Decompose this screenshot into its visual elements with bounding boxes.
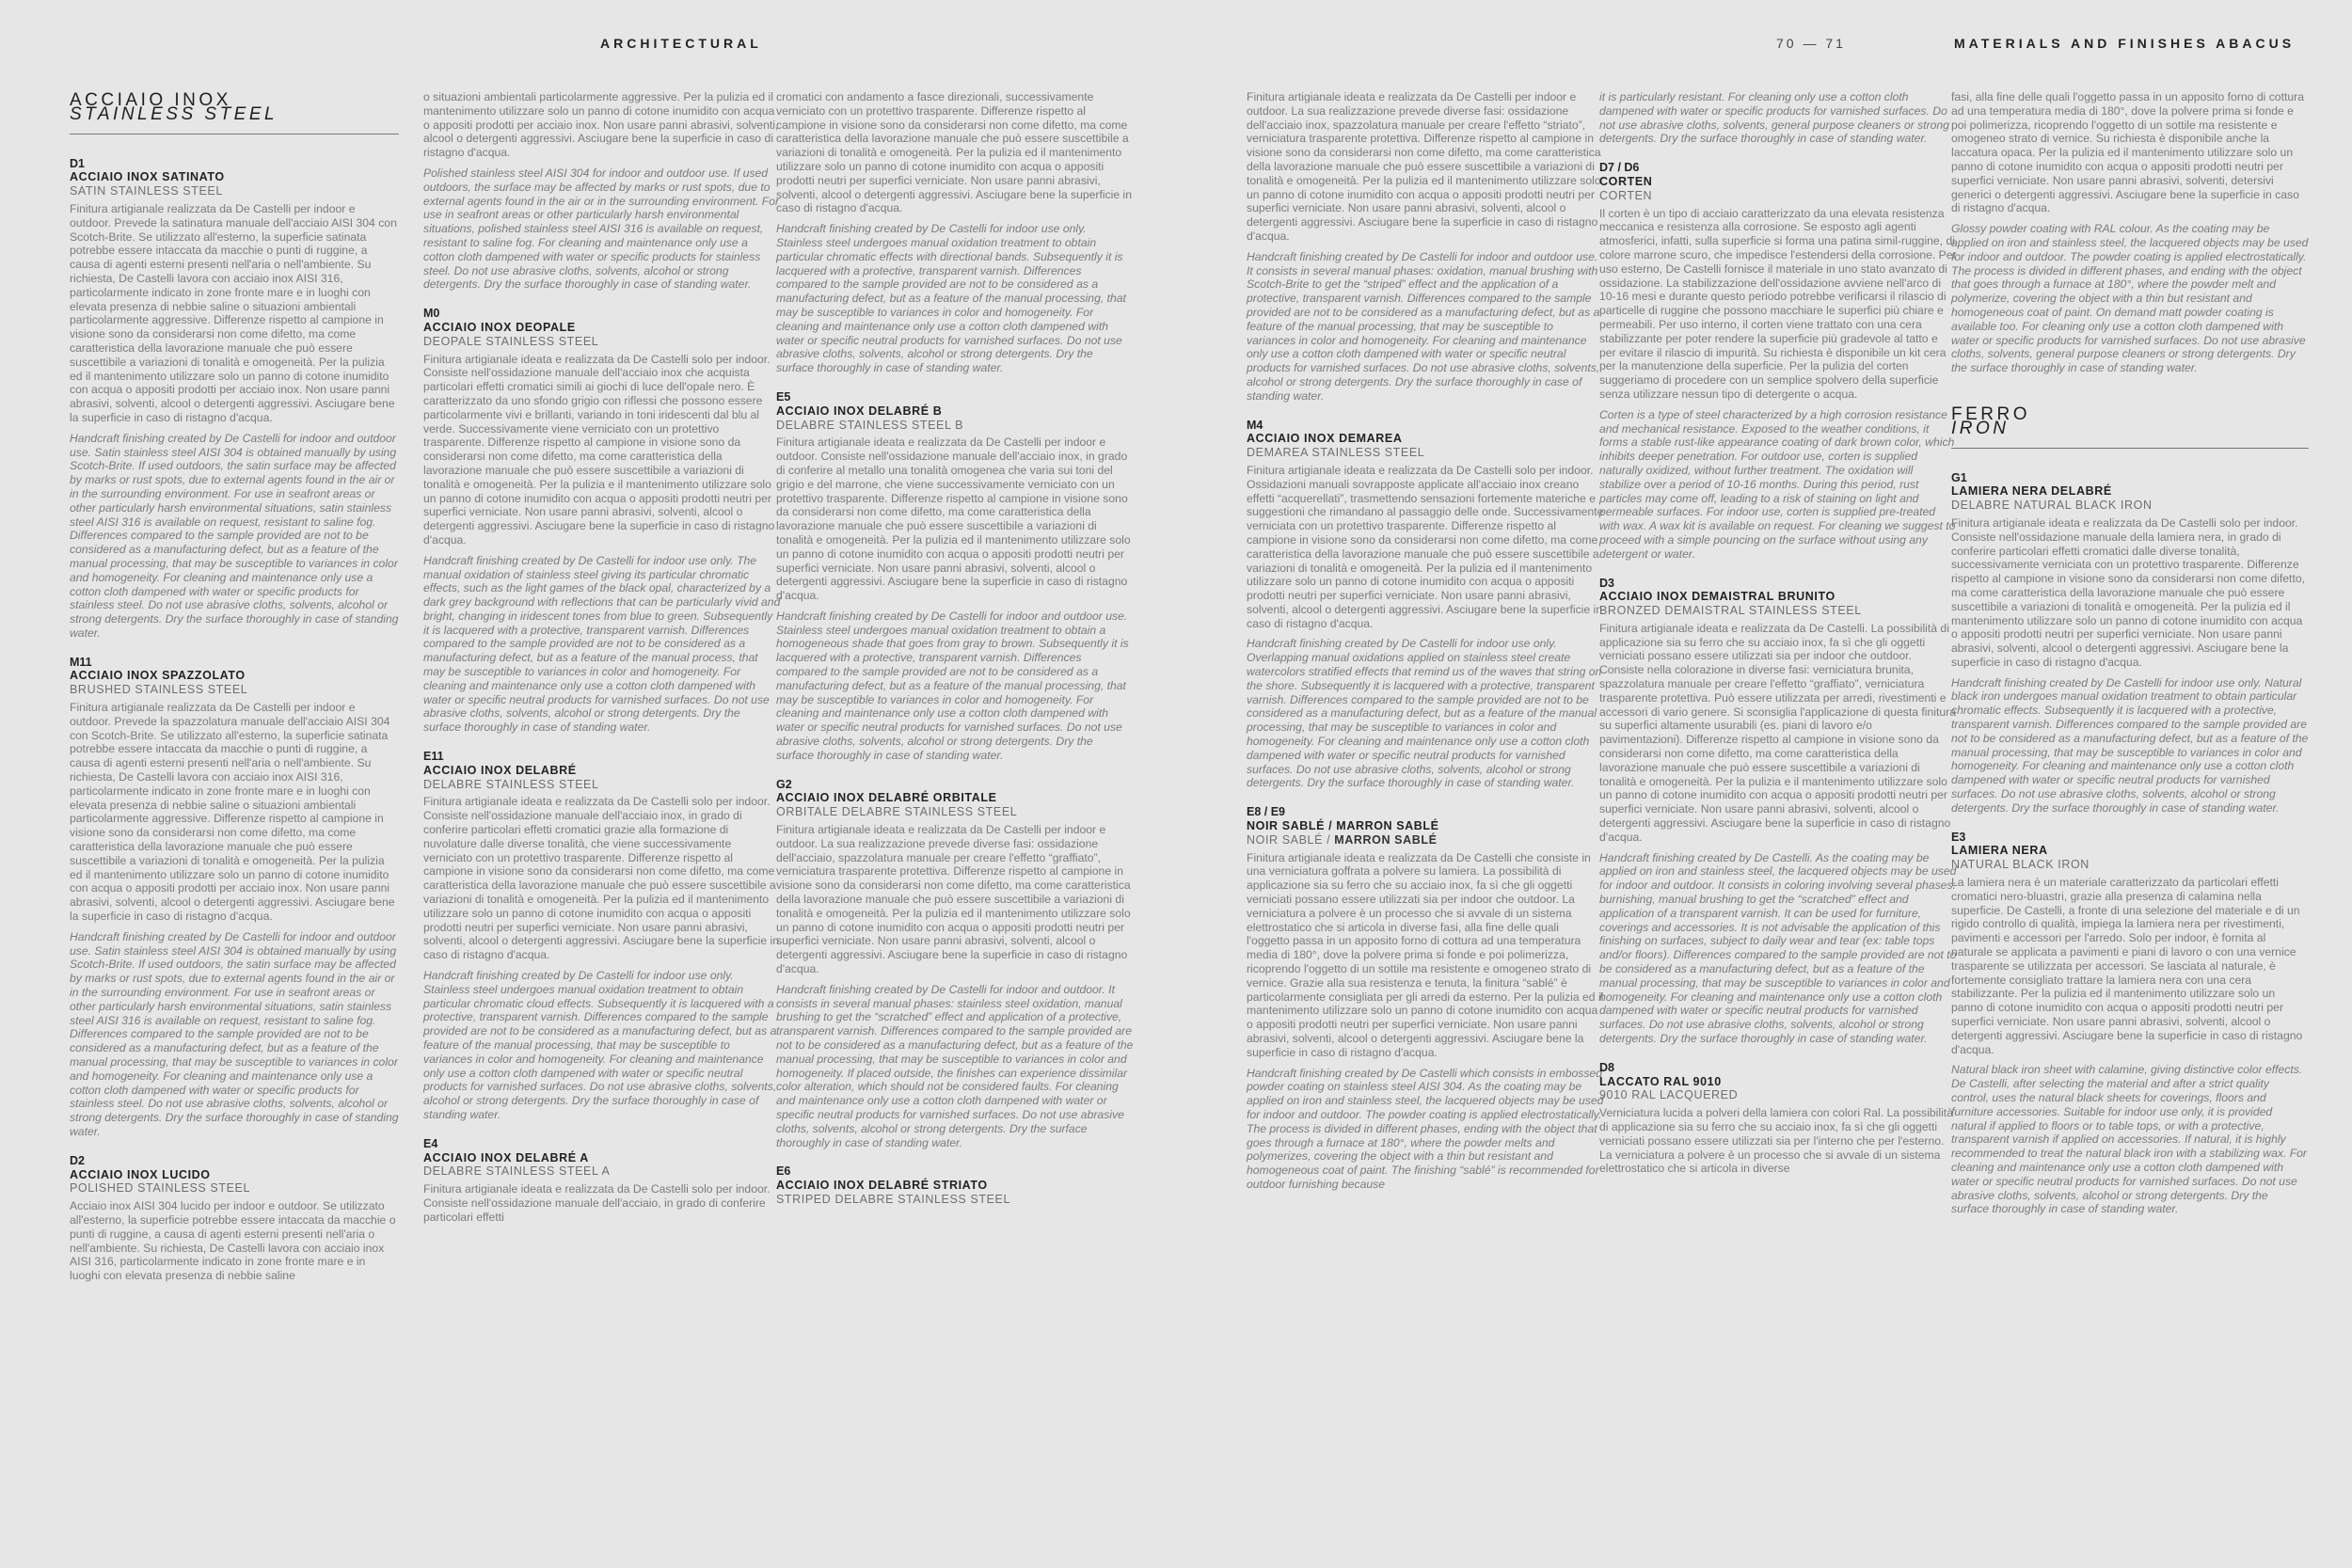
finish-code: G2 [776,777,792,791]
finish-title: CORTEN [1599,174,1653,188]
finish-code: M11 [70,655,92,669]
continued-desc-it: o situazioni ambientali particolarmente aggressive. Per la pulizia ed il mantenimento utilizzare solo un panno di cotone inumidito con acqua o appositi prodotti per acciaio inox. Non usare panni abrasivi, solventi, alcool o detergenti aggressivi. Asciugare bene la superficie in caso di ristagno d'acqua. [423,90,779,160]
section-rule [1951,448,2309,449]
page-number: 70 — 71 [1776,36,1846,51]
finish-desc-en: Handcraft finishing created by De Castelli for indoor use only. The manual oxidation of stainless steel giving its particular chromatic effects, such as the light games of the black opal, characterized by a dark grey background with reflections that can be particularly vivid and bright, changing in iridescent tones from blue to green. Subsequently it is lacquered with a protective, transparent varnish. Differences compared to the sample provided are not to be considered as a manufacturing defect, but as a feature of the manual process, that may be susceptible to variances in color and homogeneity. For cleaning and maintenance only use a cotton cloth dampened with water or specific neutral products for varnished surfaces. Do not use abrasive cloths, solvents, alcohol or strong detergents. Dry the surface thoroughly in case of standing water. [423,553,781,735]
continued-desc-en: it is particularly resistant. For cleaning only use a cotton cloth dampened with water or specific products for varnished surfaces. Do not use abrasive cloths, solvents, general purpose cleaners or strong detergents. Dry the surface thoroughly in case of standing water. [1599,90,1949,146]
finish-subtitle: DELABRE STAINLESS STEEL B [776,418,964,432]
finish-desc-it: Finitura artigianale ideata e realizzata da De Castelli per indoor e outdoor. Consiste nell'ossidazione manuale dell'acciaio inox, in grado di conferire al metallo una tonalità omogenea che varia sui toni del grigio e del marrone, che viene successivamente verniciato con un protettivo trasparente. Differenze rispetto al campione in visione sono da considerarsi non come difetto, ma come caratteristica della lavorazione manuale che può essere suscettibile a variazioni di tonalità e omogeneità. Per la pulizia ed il mantenimento utilizzare solo un panno di cotone inumidito con acqua o appositi prodotti neutri per superfici verniciate. Non usare panni abrasivi, solventi, alcool o detergenti aggressivi. Asciugare bene la superficie in caso di ristagno d'acqua. [776,436,1131,603]
finish-desc-en: Handcraft finishing created by De Castelli for indoor and outdoor use. Satin stainless steel AISI 304 is obtained manually by using Scotch-Brite. If used outdoors, the satin surface may be affected by marks or rust spots, due to external agents found in the air or in the surrounding environment. For use in seafront areas or other particularly harsh environmental situations, satin stainless steel AISI 316 is available on request, resistant to saline fog. Differences compared to the sample provided are not to be considered as a manufacturing defect, but as a feature of the manual processing, that may be susceptible to variances in color and homogeneity. For cleaning and maintenance only use a cotton cloth dampened with water or specific products for stainless steel. Do not use abrasive cloths, solvents, alcohol or strong detergents. Dry the surface thoroughly in case of standing water. [70,431,399,640]
finish-desc-it: Finitura artigianale ideata e realizzata da De Castelli solo per indoor. Consiste nell'ossidazione manuale dell'acciaio, in grado di conferire particolari effetti [423,1182,771,1224]
finish-subtitle: BRONZED DEMAISTRAL STAINLESS STEEL [1599,604,1862,618]
finish-desc-en: Handcraft finishing created by De Castelli for indoor use only. Stainless steel undergoes manual oxidation treatment to obtain particular chromatic cloud effects. Subsequently it is lacquered with a protective, transparent varnish. Differences compared to the sample provided are not to be considered as a manufacturing defect, but as a feature of the manual processing, that may be susceptible to variances in color and homogeneity. For cleaning and maintenance only use a cotton cloth dampened with water or specific neutral products for varnished surfaces. Do not use abrasive cloths, solvents, alcohol or strong detergents. Dry the surface thoroughly in case of standing water. [423,969,777,1121]
finish-code: E4 [423,1136,438,1150]
running-header-left: ARCHITECTURAL [600,36,762,51]
finish-code: D2 [70,1153,85,1167]
running-header-right: MATERIALS AND FINISHES ABACUS [1954,36,2296,51]
finish-code: E3 [1951,830,1966,844]
continued-desc-en: Polished stainless steel AISI 304 for indoor and outdoor use. If used outdoors, the surface may be affected by marks or rust spots, due to external agents found in the air or in the surrounding environment. For use in seafront areas or other particularly harsh environmental situations, polished stainless steel AISI 316 is available on request, resistant to saline fog. For cleaning and maintenance only use a cotton cloth dampened with water or specific products for stainless steel. Do not use abrasive cloths, solvents, alcohol or strong detergents. Dry the surface thoroughly in case of standing water. [423,166,780,292]
finish-subtitle: DEMAREA STAINLESS STEEL [1247,446,1425,460]
continued-desc-it: cromatici con andamento a fasce direzionali, successivamente verniciato con un protettivo trasparente. Differenze rispetto al campione in visione sono da considerarsi non come difetto, ma come caratteristica della lavorazione manuale che può essere suscettibile a variazioni di tonalità e omogeneità. Per la pulizia ed il mantenimento utilizzare solo un panno di cotone inumidito con acqua o appositi prodotti neutri per superfici verniciate. Non usare panni abrasivi, solventi, alcool o detergenti aggressivi. Asciugare bene la superficie in caso di ristagno d'acqua. [776,90,1133,215]
finish-desc-en: Handcraft finishing created by De Castelli for indoor and outdoor. It consists in several manual phases: stainless steel oxidation, manual brushing to get the “scratched” effect and application of a protective, transparent varnish. Differences compared to the sample provided are not to be considered as a manufacturing defect, but as a feature of the manual processing, that may be susceptible to variances in color and homogeneity. If placed outside, the finishes can experience dissimilar color alteration, which should not be considered faults. For cleaning and maintenance only use a cotton cloth dampened with water or specific neutral products for varnished surfaces. Do not use abrasive cloths, solvents, alcohol or strong detergents. Dry the surface thoroughly in case of standing water. [776,982,1134,1149]
finish-desc-en: Handcraft finishing created by De Castelli for indoor and outdoor use. Stainless steel undergoes manual oxidation treatment to obtain a homogeneous shade that goes from gray to brown. Subsequently it is lacquered with a protective, transparent varnish. Differences compared to the sample provided are not to be considered as a manufacturing defect, but as a feature of the manual processing, that may be susceptible to variances in color and homogeneity. For cleaning and maintenance only use a cotton cloth dampened with water or specific neutral products for varnished surfaces. Do not use abrasive cloths, solvents, alcohol or strong detergents. Dry the surface thoroughly in case of standing water. [776,609,1129,762]
finish-code: E8 / E9 [1247,805,1285,819]
continued-desc-en: Glossy powder coating with RAL colour. As the coating may be applied on iron and stainless steel, the lacquered objects may be used for indoor and outdoor. The powder coating is applied electrostatically. The process is divided in different phases, and ending with the object that goes through a furnace at 180°, where the powder melt and polymerize, covering the object with a thin but resistant and homogeneous coat of paint. On demand matt powder coating is available too. For cleaning only use a cotton cloth dampened with water or specific products for varnished surfaces. Do not use abrasive cloths, solvents, general purpose cleaners or strong detergents. Dry the surface thoroughly in case of standing water. [1951,222,2309,375]
finish-title: ACCIAIO INOX LUCIDO [70,1167,211,1181]
finish-desc-it: Finitura artigianale ideata e realizzata da De Castelli. La possibilità di applicazione sia su ferro che su acciaio inox, fa sì che gli oggetti verniciati possano essere utilizzati sia per indoor che outdoor. Consiste nella colorazione in diverse fasi: verniciatura brunita, spazzolatura manuale per creare l'effetto “graffiato”, verniciatura trasparente protettiva. Può essere utilizzata per arredi, rivestimenti e accessori di vario genere. Si sconsiglia l'applicazione di questa finitura su superfici altamente usurabili (es. piani di lavoro e/o pavimentazioni). Differenze rispetto al campione in visione sono da considerarsi non come difetto, ma come caratteristica della lavorazione manuale che può essere suscettibile a variazioni di tonalità e omogeneità. Per la pulizia e il mantenimento utilizzare solo un panno di cotone inumidito con acqua o appositi prodotti neutri per superfici verniciate. Non usare panni abrasivi, solventi, alcool o detergenti aggressivi. Asciugare bene la superficie in caso di ristagno d'acqua. [1599,621,1956,844]
finish-desc-en: Corten is a type of steel characterized by a high corrosion resistance and mechanical resistance. Exposed to the weather conditions, it forms a stable rust-like appearance coating of dark brown color, which inhibits deeper penetration. For outdoor use, corten is supplied naturally oxidized, without further treatment. The oxidation will stabilize over a period of 10-16 months. During this period, rust particles may come off, leading to a risk of staining on light and permeable surfaces. For indoor use, corten is supplied pre-treated with wax. A wax kit is available on request. For cleaning we suggest to proceed with a simple pouncing on the surface without using any detergent or water. [1599,407,1956,561]
column-1 [70,90,399,1290]
continued-desc-it: Finitura artigianale ideata e realizzata da De Castelli per indoor e outdoor. La sua realizzazione prevede diverse fasi: ossidazione dell'acciaio inox, spazzolatura manuale per creare l'effetto “striato”, verniciatura trasparente protettiva. Differenze rispetto al campione in visione sono da considerarsi non come difetto, ma come caratteristica della lavorazione manuale che può essere suscettibile a variazioni di tonalità e omogeneità. Per la pulizia ed il mantenimento utilizzare solo un panno di cotone inumidito con acqua o appositi prodotti neutri per superfici verniciate. Non usare panni abrasivi, solventi, alcool o detergenti aggressivi. Asciugare bene la superficie in caso di ristagno d'acqua. [1247,90,1601,243]
finish-desc-it: Verniciatura lucida a polveri della lamiera con colori Ral. La possibilità di applicazione sia su ferro che su acciaio inox, fa sì che gli oggetti verniciati possano essere utilizzati sia per l'interno che per l'esterno. La verniciatura a polvere è un processo che si avvale di un sistema elettrostatico che si articola in diverse [1599,1106,1953,1176]
finish-title: ACCIAIO INOX DELABRÉ B [776,404,943,418]
section-subtitle-iron: IRON [1951,418,2010,438]
finish-subtitle: NATURAL BLACK IRON [1951,858,2090,872]
finish-desc-en: Handcraft finishing created by De Castelli for indoor use only. Overlapping manual oxidations applied on stainless steel create watercolors stratified effects that remind us of the waves that string on the shore. Subsequently it is lacquered with a protective, transparent varnish. Differences compared to the sample provided are not to be considered as a manufacturing defect, but as a feature of the manual processing, that may be susceptible to variances in color and homogeneity. For cleaning and maintenance only use a cotton cloth dampened with water or specific neutral products for varnished surfaces. Do not use abrasive cloths, solvents, alcohol or strong detergents. Dry the surface thoroughly in case of standing water. [1247,637,1602,790]
finish-desc-it: Il corten è un tipo di acciaio caratterizzato da una elevata resistenza meccanica e resistenza alla corrosione. Se esposto agli agenti atmosferici, infatti, sulla superficie si forma una patina simil-ruggine, di colore marrone scuro, che impedisce l'estendersi della corrosione. Per uso esterno, De Castelli fornisce il materiale in uno stato avanzato di ossidazione. La stabilizzazione dell'ossidazione avviene nell'arco di 10-16 mesi e durante questo periodo potrebbe verificarsi il rilascio di particelle di ruggine che possono macchiare le superfici più chiare e permeabili. Per uso interno, il corten viene trattato con una cera stabilizzante per poter rendere la superficie più gradevole al tatto e per evitare il rilascio di impurità. Su richiesta è disponibile un kit cera per la manutenzione della superficie. Per la pulizia del corten suggeriamo di procedere con un semplice spolvero della superficie senza utilizzare nessun tipo di detergente o acqua. [1599,206,1957,401]
finish-title: ACCIAIO INOX DELABRÉ A [423,1150,589,1164]
finish-desc-it: La lamiera nera è un materiale caratterizzato da particolari effetti cromatici nero-bluastri, grazie alla presenza di calamina nella superficie. De Castelli, a fronte di una selezione del materiale e di un rigido controllo di qualità, impiega la lamiera nera per rivestimenti, pavimenti e accessori per l'arredo. Solo per indoor, è fornita al naturale se applicata a pavimenti e piani di lavoro o con una vernice trasparente se utilizzata per accessori. Se lasciata al naturale, è fortemente consigliato trattare la lamiera nera con una cera stabilizzante. Per la pulizia ed il mantenimento utilizzare solo un panno di cotone inumidito con acqua o appositi prodotti neutri per superfici verniciate. Non usare panni abrasivi, solventi, alcool o detergenti aggressivi. Asciugare bene la superficie in caso di ristagno d'acqua. [1951,876,2303,1056]
column-6 [1951,90,2309,1223]
finish-subtitle: DELABRE STAINLESS STEEL [423,777,599,791]
finish-subtitle: 9010 RAL LACQUERED [1599,1088,1739,1102]
finish-subtitle: BRUSHED STAINLESS STEEL [70,683,248,697]
finish-title: NOIR SABLÉ / MARRON SABLÉ [1247,819,1439,833]
finish-code: M4 [1247,418,1263,432]
finish-desc-it: Finitura artigianale ideata e realizzata da De Castelli solo per indoor. Consiste nell'ossidazione manuale dell'acciaio inox che acquista particolari effetti cromatici simili ai giochi di luce dell'opale nero. È caratterizzato da uno sfondo grigio con riflessi che possono essere particolarmente vivi e brillanti, variando in toni iridescenti dal blu al verde. Successivamente viene verniciato con un protettivo trasparente. Differenze rispetto al campione in visione sono da considerarsi non come difetto, ma come caratteristica della lavorazione manuale che può essere suscettibile a variazioni di tonalità e omogeneità. Per la pulizia e il mantenimento utilizzare solo un panno di cotone inumidito con acqua o appositi prodotti neutri per superfici verniciate. Non usare panni abrasivi, solventi, alcool o detergenti aggressivi. Asciugare bene la superficie in caso di ristagno d'acqua. [423,352,775,546]
finish-subtitle: CORTEN [1599,188,1653,202]
finish-title: ACCIAIO INOX DEMAISTRAL BRUNITO [1599,590,1836,604]
column-5 [1599,90,1957,1182]
finish-subtitle: POLISHED STAINLESS STEEL [70,1181,251,1196]
finish-code: E5 [776,389,791,404]
finish-subtitle-part: NOIR SABLÉ / [1247,832,1335,847]
finish-desc-it: Finitura artigianale ideata e realizzata da De Castelli solo per indoor. Ossidazioni manuali sovrapposte applicate all'acciaio inox creano effetti “acquerellati”, trasmettendo sensazioni fortemente materiche e suggestioni che rimandano al passaggio delle onde. Successivamente verniciata con un protettivo trasparente. Differenze rispetto al campione in visione sono da considerarsi non come difetto, ma come caratteristica della lavorazione manuale che può essere suscettibile a variazioni di tonalità e omogeneità. Per la pulizia ed il mantenimento utilizzare solo un panno di cotone inumidito con acqua o appositi prodotti neutri per superfici verniciate. Non usare panni abrasivi, solventi, alcool o detergenti aggressivi. Asciugare bene la superficie in caso di ristagno d'acqua. [1247,463,1604,630]
finish-title: ACCIAIO INOX DEOPALE [423,320,576,334]
finish-desc-en: Handcraft finishing created by De Castelli which consists in embossed powder coating on stainless steel AISI 304. As the coating may be applied on iron and stainless steel, the lacquered objects may be used for indoor and outdoor. The powder coating is applied electrostatically. The process is divided in different phases, ending with the object that goes through a furnace at 180°, where the powder melts and polymerizes, covering the object with a thin but resistant and homogeneous coat of paint. The finishing “sablé” is recommended for outdoor furnishing because [1247,1066,1604,1191]
section-rule [70,134,399,135]
section-title-stainless: ACCIAIO INOX [70,90,231,110]
finish-code: E11 [423,750,444,764]
finish-desc-it: Finitura artigianale ideata e realizzata da De Castelli solo per indoor. Consiste nell'ossidazione manuale dell'acciaio inox, in grado di conferire particolari effetti cromatici grazie alla formazione di nuvolature dalle diverse tonalità, che viene successivamente verniciato con un protettivo trasparente. Differenze rispetto al campione in visione sono da considerarsi non come difetto, ma come caratteristica della lavorazione manuale che può essere suscettibile a variazioni di tonalità e omogeneità. Per la pulizia ed il mantenimento utilizzare solo un panno di cotone inumidito con acqua o appositi prodotti neutri per superfici verniciate. Non usare panni abrasivi, solventi, alcool o detergenti aggressivi. Asciugare bene la superficie in caso di ristagno d'acqua. [423,795,780,962]
finish-title: LAMIERA NERA DELABRÉ [1951,484,2112,499]
finish-title: ACCIAIO INOX DELABRÉ ORBITALE [776,791,997,805]
finish-desc-en: Handcraft finishing created by De Castelli. As the coating may be applied on iron and stainless steel, the lacquered objects may be used for indoor and outdoor. It consists in coloring involving several phases: burnishing, manual brushing to get the “scratched” effect and application of a transparent varnish. It can be used for furniture, coverings and accessories. It is not advisable the application of this finishing on surfaces, subject to daily wear and tear (ex: table tops and/or floors). Differences compared to the sample provided are not to be considered as a manufacturing defect, but as a feature of the manual processing, that may be susceptible to variances in color and homogeneity. For cleaning and maintenance only use a cotton cloth dampened with water or specific neutral products for varnished surfaces. Do not use abrasive cloths, solvents, alcohol or strong detergents. Dry the surface thoroughly in case of standing water. [1599,850,1957,1045]
column-2 [423,90,781,1231]
finish-subtitle: ORBITALE DELABRE STAINLESS STEEL [776,805,1018,819]
continued-desc-en: Handcraft finishing created by De Castelli for indoor and outdoor use. It consists in several manual phases: oxidation, manual brushing with Scotch-Brite to get the “striped” effect and the application of a protective, transparent varnish. Differences compared to the sample provided are not to be considered as a manufacturing defect, but as a feature of the manual processing, that may be susceptible to variances in color and homogeneity. For cleaning and maintenance only use a cotton cloth dampened with water or specific neutral products for varnished surfaces. Do not use abrasive cloths, solvents, alcohol or strong detergents. Dry the surface thoroughly in case of standing water. [1247,249,1600,403]
finish-title: LACCATO RAL 9010 [1599,1074,1722,1088]
finish-code: G1 [1951,470,1967,484]
finish-subtitle: DELABRE NATURAL BLACK IRON [1951,499,2153,513]
finish-title: ACCIAIO INOX DEMAREA [1247,432,1403,446]
finish-title: LAMIERA NERA [1951,844,2048,858]
column-4 [1247,90,1604,1198]
finish-subtitle-bold: MARRON SABLÉ [1334,832,1438,847]
finish-desc-it: Finitura artigianale ideata e realizzata da De Castelli che consiste in una verniciatura goffrata a polvere su lamiera. La possibilità di applicazione sia su ferro che su acciaio inox, fa sì che gli oggetti verniciati possano essere utilizzati sia per indoor che outdoor. La verniciatura a polvere è un processo che si avvale di un sistema elettrostatico che si articola in diverse fasi, alla fine delle quali l'oggetto passa in un apposito forno di cottura ad una temperatura media di 180°, dove la polvere prima si fonde e poi polimerizza, ricoprendo l'oggetto di un sottile ma resistente e omogeneo strato di vernice. Grazie alla sua resistenza e tenuta, la finitura “sablé” è particolarmente consigliata per gli arredi da esterno. Per la pulizia ed il mantenimento utilizzare solo un panno di cotone inumidito con acqua o appositi prodotti neutri per superfici verniciate. Non usare panni abrasivi, solventi, alcool o detergenti aggressivi. Asciugare bene la superficie in caso di ristagno d'acqua. [1247,850,1604,1059]
section-title-iron: FERRO [1951,404,2030,424]
finish-subtitle: SATIN STAINLESS STEEL [70,184,223,198]
finish-desc-en: Natural black iron sheet with calamine, giving distinctive color effects. De Castelli, after selecting the material and after a strict quality control, uses the natural black sheets for coverings, floors and furniture accessories. Suitable for indoor use only, it is provided natural if applied to floors or to table tops, or with a protective, transparent varnish if applied on accessories. If natural, it is highly recommended to treat the natural black iron with a stabilizing wax. For cleaning and maintenance only use a cotton cloth dampened with water or specific neutral products for varnished surfaces. Do not use abrasive cloths, solvents, alcohol or strong detergents. Dry the surface thoroughly in case of standing water. [1951,1063,2307,1216]
finish-title: ACCIAIO INOX DELABRÉ STRIATO [776,1179,988,1193]
finish-code: D8 [1599,1060,1614,1074]
finish-code: D1 [70,156,85,170]
finish-desc-it: Acciaio inox AISI 304 lucido per indoor e outdoor. Se utilizzato all'esterno, la superficie potrebbe essere intaccata da macchie o punti di ruggine, a causa di agenti esterni presenti nell'aria o nell'ambiente. Su richiesta, De Castelli lavora con acciaio inox AISI 316, particolarmente indicato in zone fronte mare e in luoghi con elevata presenza di nebbie saline [70,1199,396,1283]
finish-code: E6 [776,1164,791,1179]
continued-desc-it: fasi, alla fine delle quali l'oggetto passa in un apposito forno di cottura ad una temperatura media di 180°, dove la polvere prima si fonde e poi polimerizza, ricoprendo l'oggetto di un sottile ma resistente e omogeneo strato di vernice. Su richiesta è disponibile anche la laccatura opaca. Per la pulizia ed il mantenimento utilizzare solo un panno di cotone inumidito con acqua o appositi prodotti neutri per superfici verniciate. Non usare panni abrasivi, solventi, detersivi generici o detergenti aggressivi. Asciugare bene la superficie in caso di ristagno d'acqua. [1951,90,2304,215]
finish-subtitle [1247,833,1604,847]
finish-code: D7 / D6 [1599,161,1640,175]
finish-title: ACCIAIO INOX SATINATO [70,170,225,184]
column-3 [776,90,1134,1211]
section-subtitle-stainless: STAINLESS STEEL [70,103,278,124]
finish-subtitle: STRIPED DELABRE STAINLESS STEEL [776,1192,1010,1206]
finish-title: ACCIAIO INOX DELABRÉ [423,763,577,777]
finish-desc-it: Finitura artigianale realizzata da De Castelli per indoor e outdoor. Prevede la satinatura manuale dell'acciaio AISI 304 con Scotch-Brite. Se utilizzato all'esterno, la superficie satinata potrebbe essere intaccata da macchie o punti di ruggine, a causa di agenti esterni presenti nell'aria o nell'ambiente. Su richiesta, De Castelli lavora con acciaio inox AISI 316, particolarmente indicato in zone fronte mare e in luoghi con elevata presenza di nebbie saline o situazioni ambientali particolarmente aggressive. Differenze rispetto al campione in visione sono da considerarsi non come difetto, ma come caratteristica della lavorazione manuale che può essere suscettibile a variazioni di tonalità e omogeneità. Per la pulizia ed il mantenimento utilizzare solo un panno di cotone inumidito con acqua o appositi prodotti per acciaio inox. Non usare panni abrasivi, solventi, alcool o detergenti aggressivi. Asciugare bene la superficie in caso di ristagno d'acqua. [70,201,397,424]
finish-desc-en: Handcraft finishing created by De Castelli for indoor use only. Natural black iron undergoes manual oxidation treatment to obtain particular chromatic effects. Subsequently it is lacquered with a protective, transparent varnish. Differences compared to the sample provided are not to be considered as a manufacturing defect, but as a feature of the manual processing, that may be susceptible to variances in color and homogeneity. For cleaning and maintenance only use a cotton cloth dampened with water or specific neutral products for varnished surfaces. Do not use abrasive cloths, solvents, alcohol or strong detergents. Dry the surface thoroughly in case of standing water. [1951,675,2309,815]
finish-title: ACCIAIO INOX SPAZZOLATO [70,669,246,683]
continued-desc-en: Handcraft finishing created by De Castelli for indoor use only. Stainless steel undergoes manual oxidation treatment to obtain particular chromatic effects with directional bands. Subsequently it is lacquered with a protective, transparent varnish. Differences compared to the sample provided are not to be considered as a manufacturing defect, but as a feature of the manual processing, that may be susceptible to variances in color and homogeneity. For cleaning and maintenance only use a cotton cloth dampened with water or specific neutral products for varnished surfaces. Do not use abrasive cloths, solvents, alcohol or strong detergents. Dry the surface thoroughly in case of standing water. [776,222,1126,375]
finish-desc-it: Finitura artigianale realizzata da De Castelli per indoor e outdoor. Prevede la spazzolatura manuale dell'acciaio AISI 304 con Scotch-Brite. Se utilizzato all'esterno, la superficie satinata potrebbe essere intaccata da macchie o punti di ruggine, a causa di agenti esterni presenti nell'aria o nell'ambiente. Su richiesta, De Castelli lavora con acciaio inox AISI 316, particolarmente indicato in zone fronte mare e in luoghi con elevata presenza di nebbie saline o situazioni ambientali particolarmente aggressive. Differenze rispetto al campione in visione sono da considerarsi non come difetto, ma come caratteristica della lavorazione manuale che può essere suscettibile a variazioni di tonalità e omogeneità. Per la pulizia ed il mantenimento utilizzare solo un panno di cotone inumidito con acqua o appositi prodotti per acciaio inox. Non usare panni abrasivi, solventi, alcool o detergenti aggressivi. Asciugare bene la superficie in caso di ristagno d'acqua. [70,701,395,924]
finish-desc-en: Handcraft finishing created by De Castelli for indoor and outdoor use. Satin stainless steel AISI 304 is obtained manually by using Scotch-Brite. If used outdoors, the satin surface may be affected by marks or rust spots, due to external agents found in the air or in the surrounding environment. For use in seafront areas or other particularly harsh environmental situations, satin stainless steel AISI 316 is available on request, resistant to saline fog. Differences compared to the sample provided are not to be considered as a manufacturing defect, but as a feature of the manual processing, that may be susceptible to variances in color and homogeneity. For cleaning and maintenance only use a cotton cloth dampened with water or specific products for stainless steel. Do not use abrasive cloths, solvents, alcohol or strong detergents. Dry the surface thoroughly in case of standing water. [70,929,399,1138]
finish-code: M0 [423,307,440,321]
finish-desc-it: Finitura artigianale ideata e realizzata da De Castelli solo per indoor. Consiste nell'ossidazione manuale della lamiera nera, in grado di conferire particolari effetti cromatici dalle diverse tonalità, successivamente verniciata con un protettivo trasparente. Differenze rispetto al campione in visione sono da considerarsi non come difetto, ma come caratteristica della lavorazione manuale che può essere suscettibile a variazioni di tonalità e omogeneità. Per la pulizia ed il mantenimento utilizzare solo un panno di cotone inumidito con acqua o appositi prodotti neutri per superfici verniciate. Non usare panni abrasivi, solventi, alcool o detergenti aggressivi. Asciugare bene la superficie in caso di ristagno d'acqua. [1951,515,2305,669]
finish-subtitle: DELABRE STAINLESS STEEL A [423,1164,611,1179]
finish-code: D3 [1599,576,1614,590]
finish-desc-it: Finitura artigianale ideata e realizzata da De Castelli per indoor e outdoor. La sua realizzazione prevede diverse fasi: ossidazione dell'acciaio, spazzolatura manuale per creare l'effetto “graffiato”, verniciatura trasparente protettiva. Differenze rispetto al campione in visione sono da considerarsi non come difetto, ma come caratteristica della lavorazione manuale che può essere suscettibile a variazioni di tonalità e omogeneità. Per la pulizia ed il mantenimento utilizzare solo un panno di cotone inumidito con acqua o appositi prodotti neutri per superfici verniciate. Non usare panni abrasivi, solventi, alcool o detergenti aggressivi. Asciugare bene la superficie in caso di ristagno d'acqua. [776,823,1131,976]
finish-subtitle: DEOPALE STAINLESS STEEL [423,334,599,348]
